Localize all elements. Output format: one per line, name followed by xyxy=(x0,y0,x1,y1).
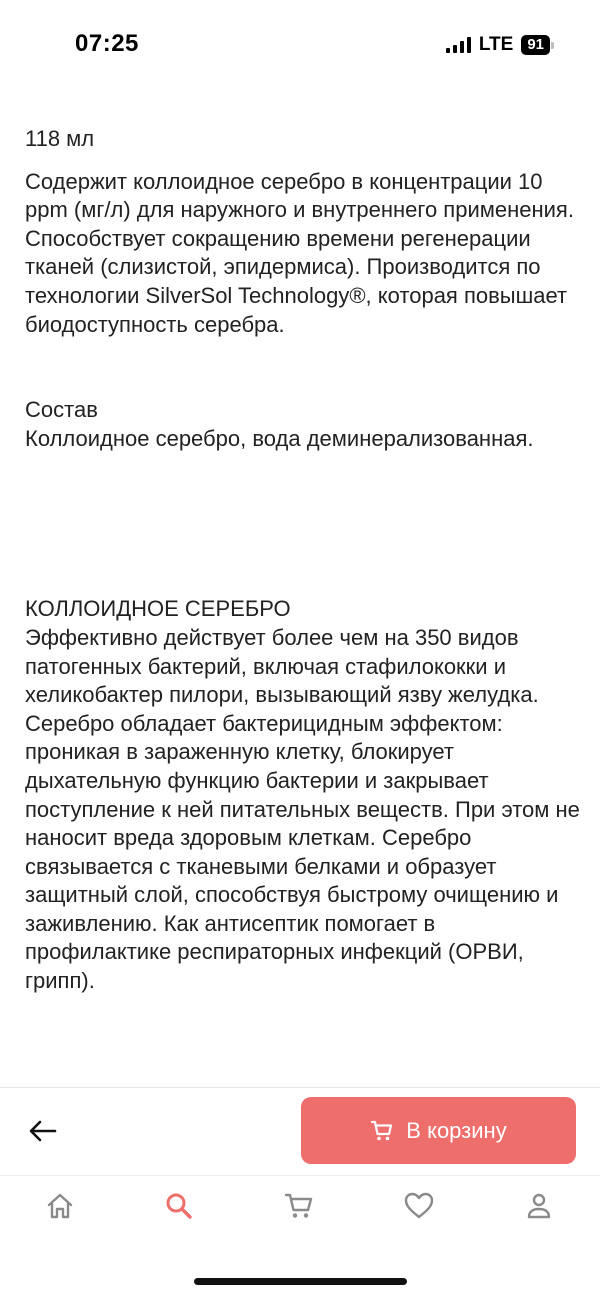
product-description: Содержит коллоидное серебро в концентрации 10 ppm (мг/л) для наружного и внутреннего применения. Способствует сокращению времени регенерации тканей (слизистой, эпидермиса). Производится по технологии SilverSol Technology®, которая повышает биодоступность серебра. xyxy=(25,168,574,337)
bottom-tab-bar xyxy=(0,1176,600,1246)
composition-text: Коллоидное серебро, вода деминерализованная. xyxy=(25,425,534,451)
status-indicators xyxy=(446,34,554,56)
arrow-left-icon xyxy=(29,1120,57,1142)
tab-search[interactable] xyxy=(159,1186,199,1226)
home-indicator[interactable] xyxy=(194,1278,407,1285)
composition-heading: Состав xyxy=(25,397,98,423)
tab-favorites[interactable] xyxy=(399,1186,439,1226)
add-to-cart-button[interactable] xyxy=(301,1097,576,1164)
silver-heading: КОЛЛОИДНОЕ СЕРЕБРО xyxy=(25,596,291,622)
product-volume: 118 мл xyxy=(25,126,95,151)
battery-level: 91 xyxy=(521,35,550,55)
silver-section xyxy=(25,595,580,995)
person-icon xyxy=(523,1190,555,1222)
search-icon xyxy=(163,1190,195,1222)
back-button[interactable] xyxy=(20,1112,66,1150)
composition-section xyxy=(25,396,580,453)
cart-icon xyxy=(283,1190,315,1222)
tab-cart[interactable] xyxy=(279,1186,319,1226)
battery-icon xyxy=(521,35,554,55)
home-icon xyxy=(44,1190,76,1222)
silver-text: Эффективно действует более чем на 350 видов патогенных бактерий, включая стафилококки и хеликобактер пилори, вызывающий язву желудка. Серебро обладает бактерицидным эффектом: проникая в зараженную клетку, блокирует дыхательную функцию бактерии и закрывает поступление к ней питательных веществ. При этом не наносит вреда здоровым клеткам. Серебро связывается с тканевыми белками и образует защитный слой, способствуя быстрому очищению и заживлению. Как антисептик помогает в профилактике респираторных инфекций (ОРВИ, грипп). xyxy=(25,624,580,994)
action-bar-divider xyxy=(0,1087,600,1088)
add-to-cart-label: В корзину xyxy=(406,1117,507,1143)
network-type: LTE xyxy=(478,34,514,55)
status-bar xyxy=(0,0,600,90)
tab-home[interactable] xyxy=(40,1186,80,1226)
cart-icon xyxy=(370,1119,394,1143)
signal-icon xyxy=(446,37,471,53)
heart-icon xyxy=(402,1190,436,1222)
tab-profile[interactable] xyxy=(519,1186,559,1226)
product-description-scroll[interactable] xyxy=(25,112,580,1087)
status-time: 07:25 xyxy=(75,30,139,57)
